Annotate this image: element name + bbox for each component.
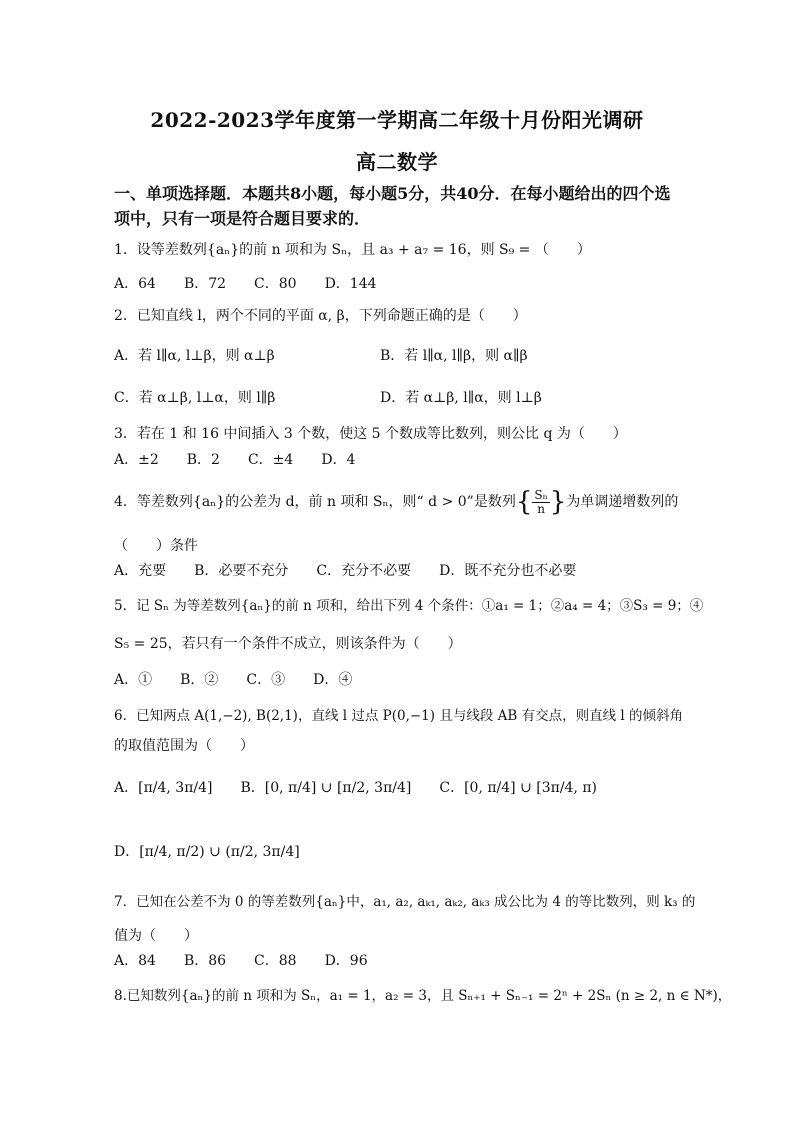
q2-option-c: C．若 α⊥β, l⊥α，则 l∥β [114, 390, 276, 406]
q5-stem-line2: S₅ = 25，若只有一个条件不成立，则该条件为（ ） [114, 636, 462, 652]
q7-option-c: C．88 [254, 953, 297, 969]
q4-option-c: C．充分不必要 [316, 563, 412, 579]
q3-options [114, 450, 684, 470]
q7-option-b: B．86 [183, 953, 227, 969]
q7-option-a: A．84 [114, 953, 156, 969]
q2-stem: 2．已知直线 l，两个不同的平面 α, β，下列命题正确的是（ ） [114, 308, 527, 324]
q6-option-a: A．[π/4, 3π/4] [114, 780, 213, 796]
q5-option-b: B．② [180, 672, 219, 688]
q4-brace-right: } [549, 487, 567, 517]
q5-option-d: D．④ [313, 672, 353, 688]
q6-option-b: B．[0, π/4] ∪ [π/2, 3π/4] [240, 780, 412, 796]
q4-options [114, 561, 684, 581]
q1-option-c: C．80 [254, 276, 297, 292]
q6-options-row1 [114, 778, 684, 798]
q2-options-row1 [114, 346, 684, 366]
q4-option-d: D．既不充分也不必要 [439, 563, 577, 579]
q5-stem-line1: 5．记 Sₙ 为等差数列{aₙ}的前 n 项和，给出下列 4 个条件：①a₁ = 1；②a₄ = 4；③S₃ = 9；④ [114, 598, 704, 614]
q4-stem-part-b: 为单调递增数列的 [566, 494, 679, 510]
q3-option-a: A．±2 [114, 452, 159, 468]
q4-option-a: A．充要 [114, 563, 167, 579]
q3-option-b: B．2 [186, 452, 220, 468]
section-heading-line1: 一、单项选择题．本题共8小题，每小题5分，共40分．在每小题给出的四个选 [114, 184, 671, 203]
q4-option-b: B．必要不充分 [194, 563, 289, 579]
q8-stem: 8.已知数列{aₙ}的前 n 项和为 Sₙ，a₁ = 1，a₂ = 3，且 Sₙ₊₁ + Sₙ₋₁ = 2ⁿ + 2Sₙ (n ≥ 2, n ∈ N*)， [114, 988, 732, 1004]
q4-frac-num: Sₙ [534, 487, 548, 502]
q7-stem-line1: 7．已知在公差不为 0 的等差数列{aₙ}中，a₁, a₂, aₖ₁, aₖ₂, aₖ₃ 成公比为 4 的等比数列，则 k₃ 的 [114, 894, 696, 910]
q3-option-d: D．4 [321, 452, 356, 468]
q4-stem [114, 484, 684, 520]
q4-fraction [532, 489, 549, 516]
q3-option-c: C．±4 [247, 452, 294, 468]
exam-subtitle: 高二数学 [356, 150, 438, 174]
q4-stem-part-c: （ ）条件 [114, 538, 198, 554]
q5-options [114, 670, 684, 690]
q5-option-c: C．③ [246, 672, 286, 688]
q3-stem: 3．若在 1 和 16 中间插入 3 个数，使这 5 个数成等比数列，则公比 q 为（ ） [114, 426, 627, 442]
q1-stem: 1．设等差数列{aₙ}的前 n 项和为 Sₙ，且 a₃ + a₇ = 16，则 S₉ = （ ） [114, 242, 591, 258]
q2-option-b: B．若 l∥α, l∥β，则 α∥β [380, 348, 528, 364]
q4-brace-left: { [515, 487, 533, 517]
q5-option-a: A．① [114, 672, 153, 688]
q7-option-d: D．96 [324, 953, 368, 969]
q2-option-d: D．若 α⊥β, l∥α，则 l⊥β [380, 390, 542, 406]
section-heading-line2: 项中，只有一项是符合题目要求的． [114, 209, 371, 228]
q4-frac-den: n [537, 501, 545, 516]
q4-stem-part-a: 4．等差数列{aₙ}的公差为 d，前 n 项和 Sₙ，则“ d > 0”是数列 [114, 494, 516, 510]
q6-option-c: C．[0, π/4] ∪ [3π/4, π) [439, 780, 598, 796]
q6-stem-line2: 的取值范围为（ ） [114, 738, 254, 754]
q2-options-row2 [114, 388, 684, 408]
q7-stem-line2: 值为（ ） [114, 928, 198, 944]
q1-option-d: D．144 [324, 276, 377, 292]
q6-option-d: D．[π/4, π/2) ∪ (π/2, 3π/4] [114, 844, 300, 860]
q7-options [114, 951, 684, 971]
q2-option-a: A．若 l∥α, l⊥β，则 α⊥β [114, 348, 275, 364]
q6-stem-line1: 6．已知两点 A(1,−2), B(2,1)，直线 l 过点 P(0,−1) 且与线段 AB 有交点，则直线 l 的倾斜角 [114, 708, 683, 724]
q1-option-a: A．64 [114, 276, 156, 292]
exam-title: 2022-2023学年度第一学期高二年级十月份阳光调研 [150, 108, 644, 132]
q1-option-b: B．72 [183, 276, 227, 292]
q1-options [114, 274, 684, 294]
